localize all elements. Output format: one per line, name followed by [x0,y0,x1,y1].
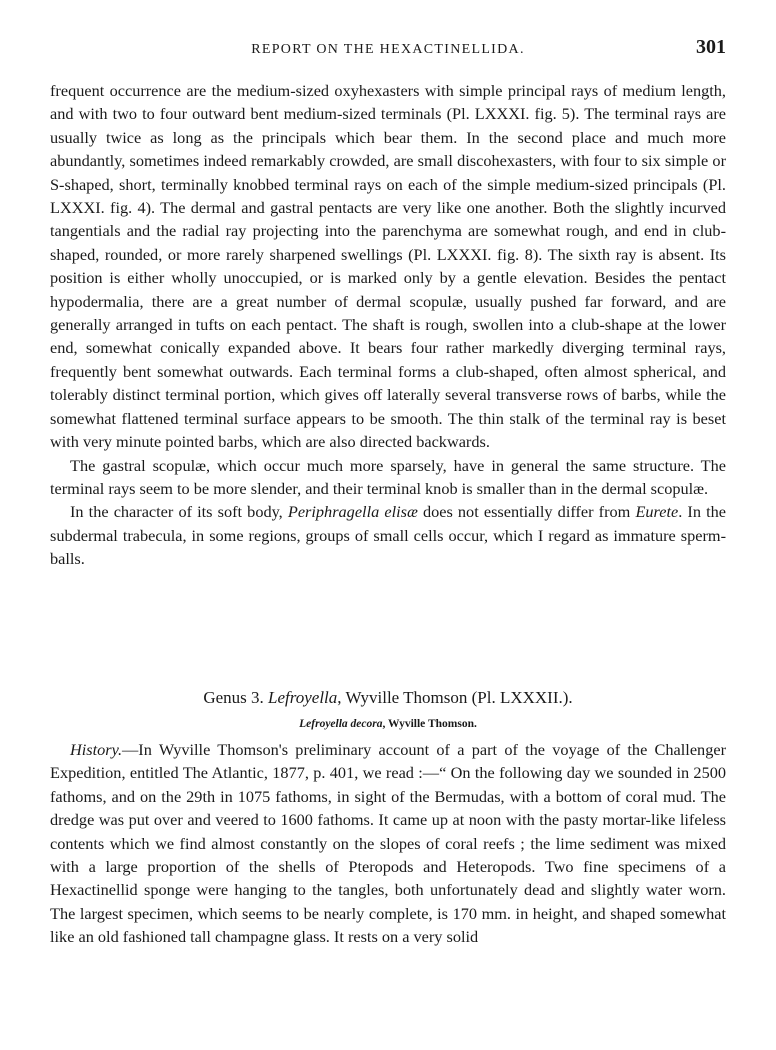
paragraph-2: The gastral scopulæ, which occur much more sparsely, have in general the same structure. The terminal rays seem to be more slender, and their terminal knob is smaller than in the dermal scopulæ. [50,455,726,498]
genus-name-eurete: Eurete [635,502,679,522]
history-label: History. [70,740,123,759]
page-number: 301 [696,36,726,58]
paragraph-3 [50,500,726,570]
genus-heading-name: Lefroyella [268,688,338,707]
paragraph-3-part-b: does not essentially differ from [417,502,636,522]
species-name-periphragella: Periphragella elisæ [287,502,418,522]
species-line [50,718,726,730]
history-paragraph [50,738,726,949]
paragraph-3-part-c: . In the subdermal trabecula, in some regions, groups of small cells occur, which I regard as immature sperm-balls. [50,502,726,569]
running-title: REPORT ON THE HEXACTINELLIDA. [251,42,525,57]
history-text: —In Wyville Thomson's preliminary account of a part of the voyage of the Challenger Expedition, entitled The Atlantic, 1877, p. 401, we read :—“ On the following day we sounded in 2500 fathoms, and on the 29th in 1075 fathoms, in sight of the Bermudas, with a bottom of coral mud. The dredge was put over and veered to 1600 fathoms. It came up at noon with the pasty mortar-like lifeless contents which we find almost constantly on the slopes of coral reefs ; the lime sediment was mixed with a large proportion of the shells of Pteropods and Heteropods. Two fine specimens of a Hexactinellid sponge were hanging to the tangles, both unfortunately dead and slightly water worn. The largest specimen, which seems to be nearly complete, is 170 mm. in height, and shaped somewhat like an old fashioned tall champagne glass. It rests on a very solid [50,740,726,947]
paragraph-3-part-a: In the character of its soft body, [70,502,288,522]
genus-heading-prefix: Genus 3. [203,688,269,707]
body-text [50,79,726,571]
running-head [50,36,726,66]
paragraph-1: frequent occurrence are the medium-sized oxyhexasters with simple principal rays of medium length, and with two to four outward bent medium-sized terminals (Pl. LXXXI. fig. 5). The terminal rays are usually twice as long as the principals which bear them. In the second place and much more abundantly, sometimes indeed remarkably crowded, are small discohexasters, with four to six simple or S-shaped, short, terminally knobbed terminal rays on each of the simple medium-sized principals (Pl. LXXXI. fig. 4). The dermal and gastral pentacts are very like one another. Both the slightly incurved tangentials and the radial ray projecting into the parenchyma are somewhat rough, and end in club-shaped, rounded, or more rarely sharpened swellings (Pl. LXXXI. fig. 8). The sixth ray is absent. Its position is either wholly unoccupied, or is marked only by a gentle elevation. Besides the pentact hypodermalia, there are a great number of dermal scopulæ, usually pushed far forward, and are generally arranged in tufts on each pentact. The shaft is rough, swollen into a club-shape at the lower end, somewhat conically expanded above. It bears four rather markedly diverging terminal rays, frequently bent somewhat outwards. Each terminal forms a club-shaped, often almost spherical, and tolerably distinct terminal portion, which gives off laterally several transverse rows of barbs, while the somewhat flattened terminal surface appears to be smooth. The thin stalk of the terminal ray is beset with very minute pointed barbs, which are also directed backwards. [50,81,726,452]
species-line-name: Lefroyella decora [299,718,383,730]
species-line-author: , Wyville Thomson. [382,718,477,730]
genus-heading [50,688,726,708]
history-section [50,738,726,949]
genus-heading-suffix: , Wyville Thomson (Pl. LXXXII.). [337,688,573,707]
